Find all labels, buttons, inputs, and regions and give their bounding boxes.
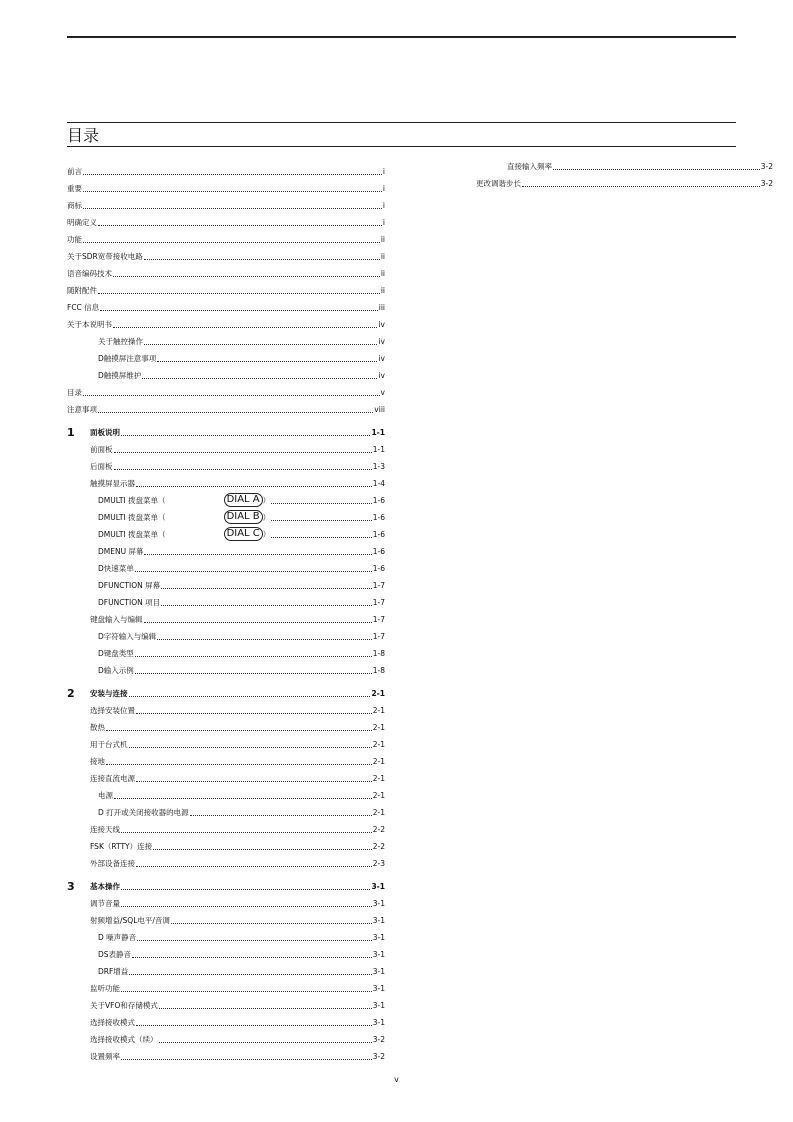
toc-entry-label: DMULTI 拨盘菜单（: [98, 530, 166, 539]
dot-leader: [159, 1042, 372, 1043]
toc-entry-page: 3-1: [371, 882, 385, 891]
toc-entry[interactable]: [67, 821, 385, 838]
toc-entry[interactable]: [67, 770, 385, 787]
toc-entry[interactable]: [67, 248, 385, 265]
toc-entry-page: iv: [378, 371, 385, 380]
toc-entry-label: 关于本说明书: [67, 320, 112, 329]
dot-leader: [522, 186, 760, 187]
toc-entry-label: D快速菜单: [98, 564, 134, 573]
toc-entry[interactable]: [67, 367, 385, 384]
toc-entry[interactable]: [67, 1031, 385, 1048]
toc-entry[interactable]: [67, 282, 385, 299]
toc-entry[interactable]: [67, 804, 385, 821]
toc-entry-page: iv: [378, 320, 385, 329]
toc-entry-label: 电源: [98, 791, 113, 800]
toc-entry-page: i: [382, 201, 385, 210]
toc-entry-page: 3-1: [372, 916, 385, 925]
toc-entry-label: DMENU 屏幕: [98, 547, 144, 556]
dot-leader: [113, 327, 377, 328]
toc-entry[interactable]: [67, 753, 385, 770]
toc-entry-label: 散热: [90, 723, 105, 732]
dot-leader: [161, 588, 372, 589]
toc-entry[interactable]: [67, 787, 385, 804]
toc-entry-page: ii: [380, 269, 385, 278]
toc-entry-page: 1-7: [372, 581, 385, 590]
dot-leader: [114, 469, 372, 470]
toc-entry-label: 更改调谐步长: [476, 179, 521, 188]
toc-entry[interactable]: [67, 543, 385, 560]
toc-entry-page: v: [380, 388, 385, 397]
toc-entry[interactable]: [67, 611, 385, 628]
toc-entry[interactable]: [67, 1048, 385, 1065]
dot-leader: [171, 923, 372, 924]
toc-entry[interactable]: [67, 895, 385, 912]
dot-leader: [190, 815, 372, 816]
dot-leader: [129, 696, 371, 697]
toc-entry[interactable]: [67, 265, 385, 282]
toc-entry-label: D触摸屏注意事项: [98, 354, 157, 363]
toc-entry-label: 基本操作: [90, 882, 120, 891]
toc-entry[interactable]: [67, 441, 385, 458]
title-rule-lower: [67, 146, 736, 147]
toc-entry-page: 2-1: [372, 723, 385, 732]
dot-leader: [83, 208, 382, 209]
toc-entry-page: 2-1: [372, 757, 385, 766]
toc-entry-page: 3-2: [372, 1052, 385, 1061]
toc-entry[interactable]: [67, 401, 385, 418]
toc-entry-label: 触摸屏显示器: [90, 479, 135, 488]
toc-entry-label: FCC 信息: [67, 303, 100, 312]
toc-entry-page: i: [382, 184, 385, 193]
toc-entry-label: 前面板: [90, 445, 113, 454]
toc-entry-page: 1-4: [372, 479, 385, 488]
toc-entry-label: 功能: [67, 235, 82, 244]
toc-entry-page: 2-1: [371, 689, 385, 698]
toc-entry[interactable]: [476, 158, 773, 175]
dot-leader: [113, 276, 380, 277]
toc-entry-suffix: ）: [262, 530, 271, 539]
toc-chapter-entry[interactable]: [67, 424, 385, 441]
toc-entry[interactable]: [476, 175, 773, 192]
chapter-number: 1: [67, 426, 75, 439]
dot-leader: [159, 1008, 372, 1009]
toc-entry[interactable]: [67, 350, 385, 367]
toc-entry-page: ii: [380, 235, 385, 244]
dot-leader: [144, 259, 380, 260]
toc-entry-label: 用于台式机: [90, 740, 128, 749]
dot-leader: [83, 191, 382, 192]
toc-entry-page: 1-7: [372, 615, 385, 624]
dot-leader: [144, 554, 371, 555]
chapter-number: 2: [67, 687, 75, 700]
toc-entry-label: DFUNCTION 屏幕: [98, 581, 161, 590]
toc-entry[interactable]: [67, 492, 385, 509]
toc-entry[interactable]: [67, 526, 385, 543]
dot-leader: [271, 520, 372, 521]
dot-leader: [136, 866, 372, 867]
dot-leader: [144, 622, 372, 623]
dot-leader: [121, 906, 372, 907]
dial-badge: DIAL B: [224, 510, 263, 524]
dot-leader: [114, 798, 372, 799]
dot-leader: [135, 571, 372, 572]
dot-leader: [157, 639, 371, 640]
toc-entry[interactable]: [67, 997, 385, 1014]
dot-leader: [157, 361, 377, 362]
title-rule-upper: [67, 122, 736, 123]
toc-entry-page: 2-1: [372, 740, 385, 749]
toc-entry[interactable]: [67, 702, 385, 719]
toc-entry[interactable]: [67, 594, 385, 611]
dot-leader: [98, 293, 380, 294]
toc-entry[interactable]: [67, 645, 385, 662]
toc-entry-page: i: [382, 167, 385, 176]
toc-entry-page: 3-1: [372, 950, 385, 959]
toc-entry[interactable]: [67, 231, 385, 248]
toc-entry[interactable]: [67, 180, 385, 197]
dot-leader: [121, 832, 372, 833]
toc-entry-label: D键盘类型: [98, 649, 134, 658]
toc-entry-page: 3-1: [372, 1018, 385, 1027]
toc-entry-label: DMULTI 拨盘菜单（: [98, 513, 166, 522]
toc-entry-label: 选择接收模式（续）: [90, 1035, 158, 1044]
dot-leader: [83, 242, 380, 243]
toc-entry-label: 接地: [90, 757, 105, 766]
toc-entry-label: 商标: [67, 201, 82, 210]
toc-entry-label: 关于VFO和存储模式: [90, 1001, 158, 1010]
dot-leader: [135, 656, 372, 657]
toc-entry[interactable]: [67, 384, 385, 401]
dot-leader: [98, 412, 373, 413]
toc-entry-suffix: ）: [262, 496, 271, 505]
dot-leader: [136, 781, 372, 782]
toc-entry-label: D 噪声静音: [98, 933, 137, 942]
toc-entry-label: 键盘输入与编辑: [90, 615, 143, 624]
toc-entry-page: 1-8: [372, 649, 385, 658]
toc-entry-page: iv: [378, 354, 385, 363]
toc-entry-page: 3-1: [372, 899, 385, 908]
dot-leader: [98, 225, 382, 226]
dot-leader: [132, 957, 372, 958]
toc-entry[interactable]: [67, 299, 385, 316]
dot-leader: [121, 1059, 372, 1060]
dot-leader: [142, 378, 377, 379]
toc-entry-page: 1-1: [372, 445, 385, 454]
toc-entry[interactable]: [67, 333, 385, 350]
dot-leader: [121, 889, 370, 890]
toc-entry[interactable]: [67, 662, 385, 679]
toc-entry-page: 3-2: [372, 1035, 385, 1044]
toc-entry[interactable]: [67, 163, 385, 180]
toc-entry[interactable]: [67, 719, 385, 736]
toc-entry-page: 1-6: [372, 513, 385, 522]
toc-entry-label: 设置频率: [90, 1052, 120, 1061]
toc-entry[interactable]: [67, 855, 385, 872]
toc-entry-page: 2-1: [372, 706, 385, 715]
toc-entry-label: 注意事项: [67, 405, 97, 414]
toc-chapter-entry[interactable]: [67, 685, 385, 702]
toc-entry-label: 安装与连接: [90, 689, 128, 698]
dot-leader: [114, 452, 372, 453]
dot-leader: [271, 537, 371, 538]
dot-leader: [136, 713, 372, 714]
toc-entry[interactable]: [67, 458, 385, 475]
toc-entry[interactable]: [67, 838, 385, 855]
toc-entry-page: 1-6: [372, 547, 385, 556]
dot-leader: [144, 344, 377, 345]
toc-entry-label: 语音编码技术: [67, 269, 112, 278]
toc-entry[interactable]: [67, 509, 385, 526]
toc-entry[interactable]: [67, 1014, 385, 1031]
dot-leader: [106, 730, 372, 731]
dot-leader: [137, 940, 372, 941]
toc-entry-page: iii: [378, 303, 385, 312]
dot-leader: [83, 174, 382, 175]
toc-entry-label: 外部设备连接: [90, 859, 135, 868]
toc-entry-label: 后面板: [90, 462, 113, 471]
toc-entry-page: 1-8: [372, 666, 385, 675]
toc-entry-page: 3-1: [372, 1001, 385, 1010]
toc-entry-label: DRF增益: [98, 967, 129, 976]
toc-entry-page: 2-2: [372, 825, 385, 834]
dot-leader: [135, 673, 372, 674]
toc-entry-label: DMULTI 拨盘菜单（: [98, 496, 166, 505]
dot-leader: [271, 503, 372, 504]
toc-right-column: [476, 158, 773, 192]
toc-left-column: [67, 163, 385, 1065]
toc-entry-page: 1-7: [372, 632, 385, 641]
toc-entry-label: 连接天线: [90, 825, 120, 834]
dot-leader: [129, 974, 371, 975]
toc-entry-page: 1-1: [371, 428, 385, 437]
toc-entry-page: 1-7: [372, 598, 385, 607]
toc-entry-label: DS表静音: [98, 950, 132, 959]
toc-entry-label: 明确定义: [67, 218, 97, 227]
dot-leader: [136, 1025, 372, 1026]
toc-entry-label: 关于触控操作: [98, 337, 143, 346]
toc-entry[interactable]: [67, 560, 385, 577]
toc-entry-page: ii: [380, 252, 385, 261]
toc-entry-page: 1-6: [372, 530, 385, 539]
dot-leader: [121, 435, 370, 436]
toc-entry-label: D 打开或关闭接收器的电源: [98, 808, 189, 817]
dial-badge: DIAL C: [224, 527, 263, 541]
toc-entry[interactable]: [67, 628, 385, 645]
toc-entry-label: 连接直流电源: [90, 774, 135, 783]
toc-entry-page: 3-1: [372, 984, 385, 993]
toc-entry-page: 3-2: [760, 162, 773, 171]
dial-badge: DIAL A: [224, 493, 263, 507]
toc-entry[interactable]: [67, 980, 385, 997]
toc-entry-label: 选择安装位置: [90, 706, 135, 715]
toc-entry-page: 2-1: [372, 791, 385, 800]
toc-chapter-entry[interactable]: [67, 878, 385, 895]
toc-entry[interactable]: [67, 197, 385, 214]
toc-entry-label: DFUNCTION 项目: [98, 598, 161, 607]
toc-entry-label: 面板说明: [90, 428, 120, 437]
toc-entry-page: 3-2: [760, 179, 773, 188]
top-rule: [67, 36, 736, 38]
toc-entry-label: D触摸屏维护: [98, 371, 142, 380]
toc-entry[interactable]: [67, 577, 385, 594]
toc-entry-page: 2-1: [372, 808, 385, 817]
dot-leader: [106, 764, 372, 765]
toc-entry-label: 直接输入频率: [507, 162, 552, 171]
page-number: v: [394, 1075, 399, 1084]
toc-entry-page: ii: [380, 286, 385, 295]
dot-leader: [161, 605, 372, 606]
toc-entry-label: 关于SDR宽带接收电路: [67, 252, 143, 261]
toc-entry-page: 2-1: [372, 774, 385, 783]
toc-entry-label: 监听功能: [90, 984, 120, 993]
toc-entry-page: iv: [378, 337, 385, 346]
chapter-number: 3: [67, 880, 75, 893]
dot-leader: [83, 395, 380, 396]
toc-entry[interactable]: [67, 946, 385, 963]
dot-leader: [121, 991, 372, 992]
toc-entry-page: i: [382, 218, 385, 227]
toc-entry-page: 3-1: [372, 967, 385, 976]
toc-entry[interactable]: [67, 214, 385, 231]
dot-leader: [153, 849, 372, 850]
toc-entry-label: D字符输入与编辑: [98, 632, 157, 641]
dot-leader: [136, 486, 372, 487]
page-title: 目录: [67, 126, 100, 145]
toc-entry-label: 重要: [67, 184, 82, 193]
dot-leader: [100, 310, 378, 311]
toc-entry[interactable]: [67, 912, 385, 929]
dot-leader: [553, 169, 760, 170]
toc-entry-label: 射频增益/SQL电平/音调: [90, 916, 170, 925]
toc-entry-page: 1-6: [372, 564, 385, 573]
toc-entry-page: 3-1: [372, 933, 385, 942]
toc-entry[interactable]: [67, 736, 385, 753]
toc-entry-label: 前言: [67, 167, 82, 176]
toc-entry-label: 调节音量: [90, 899, 120, 908]
toc-entry-label: FSK（RTTY）连接: [90, 842, 153, 851]
toc-entry-label: 选择接收模式: [90, 1018, 135, 1027]
toc-entry-page: 1-6: [372, 496, 385, 505]
toc-entry-label: 目录: [67, 388, 82, 397]
dot-leader: [129, 747, 372, 748]
toc-entry-page: viii: [374, 405, 385, 414]
toc-entry-page: 2-3: [372, 859, 385, 868]
toc-entry-label: 随附配件: [67, 286, 97, 295]
toc-entry-label: D输入示例: [98, 666, 134, 675]
toc-entry[interactable]: [67, 475, 385, 492]
toc-entry[interactable]: [67, 963, 385, 980]
toc-entry-suffix: ）: [262, 513, 271, 522]
toc-entry-page: 1-3: [372, 462, 385, 471]
toc-entry-page: 2-2: [372, 842, 385, 851]
toc-entry[interactable]: [67, 316, 385, 333]
toc-entry[interactable]: [67, 929, 385, 946]
